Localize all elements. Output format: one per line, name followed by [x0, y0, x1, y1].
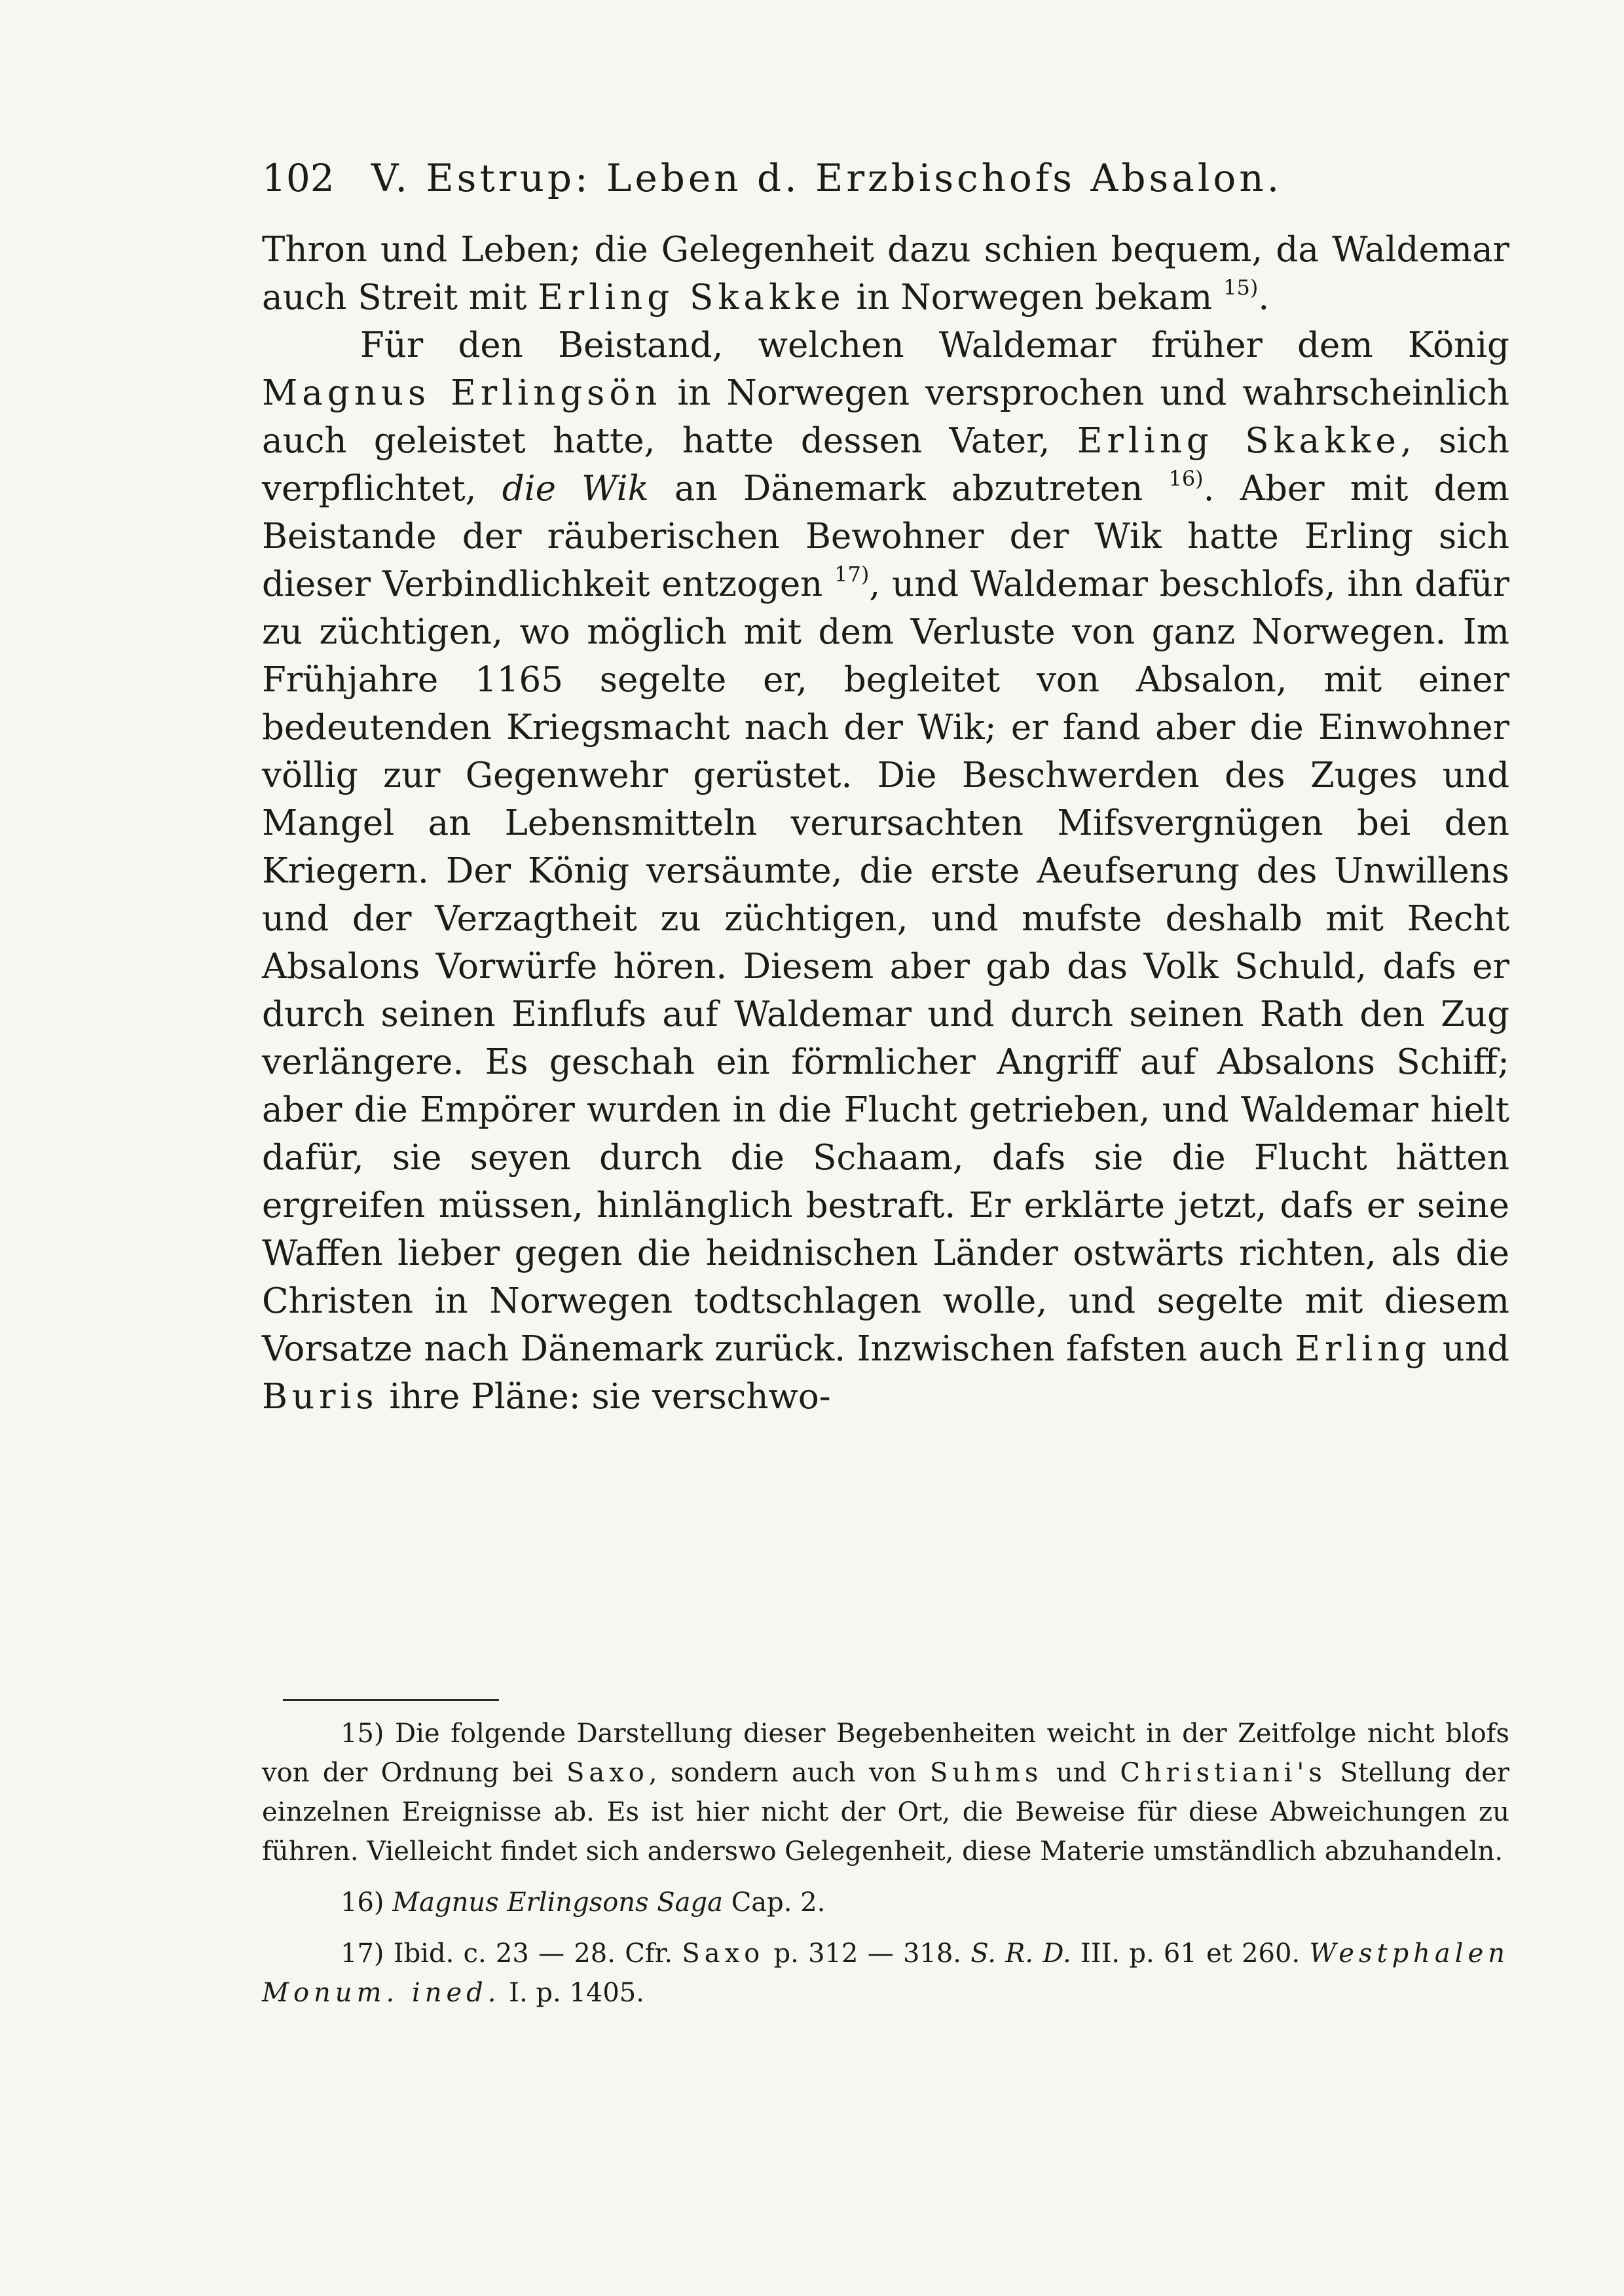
text-run: und: [1043, 1758, 1120, 1788]
spaced-name: Magnus Erlingsön: [262, 373, 662, 413]
running-header: [262, 152, 1506, 204]
spaced-name: Erling: [1295, 1329, 1431, 1369]
spaced-name: Christiani's: [1120, 1758, 1327, 1788]
footnote-ref-number: 15: [1223, 275, 1250, 300]
footnote-ref-17[interactable]: 17): [834, 562, 870, 587]
spaced-name: Suhms: [929, 1758, 1043, 1788]
footnote-ref-16[interactable]: 16): [1168, 466, 1204, 491]
text-run: Für den Beistand, welchen Waldemar früher dem König: [360, 325, 1509, 365]
running-title: V. Estrup: Leben d. Erzbischofs Absalon.: [371, 156, 1283, 200]
paragraph-2: [262, 321, 1509, 1421]
emphasis: Magnus Erlingsons Saga: [392, 1887, 723, 1918]
footnotes: [262, 1714, 1509, 2013]
footnote-ref-15[interactable]: 15): [1223, 275, 1259, 300]
text-run: p. 312 — 318.: [764, 1939, 971, 1969]
emphasis: S. R. D.: [970, 1939, 1071, 1969]
text-run: 15) Die folgende Darstellung dieser Begebenheiten weicht in der Zeitfolge nicht blofs von der Ordnung bei: [262, 1719, 1509, 1788]
footnote-ref-number: 17: [834, 562, 861, 587]
text-run: .: [1258, 278, 1270, 318]
text-run: an Dänemark abzutreten: [648, 469, 1143, 509]
text-run: . Aber mit dem Beistande der räuberischen Bewohner der Wik hatte Erling sich dieser Verbindlichkeit entzogen: [262, 469, 1509, 604]
spaced-name: Saxo: [566, 1758, 649, 1788]
text-run: III. p. 61 et 260.: [1071, 1939, 1310, 1969]
text-run: ihre Pläne: sie verschwo-: [378, 1377, 831, 1417]
text-run: in Norwegen bekam: [845, 278, 1213, 318]
text-run: Thron und Leben; die Gelegenheit dazu schien bequem, da Waldemar auch Streit mit: [262, 230, 1509, 318]
footnote-ref-number: 16: [1168, 466, 1196, 491]
footnote-16: [262, 1883, 1509, 1922]
page-number: 102: [262, 156, 335, 200]
text-run: 17) Ibid. c. 23 — 28. Cfr.: [341, 1939, 682, 1969]
text-run: und: [1431, 1329, 1509, 1369]
main-text: [262, 226, 1509, 1421]
text-run: I. p. 1405.: [500, 1978, 644, 2008]
text-run: , und Waldemar beschlofs, ihn dafür zu züchtigen, wo möglich mit dem Verluste von ganz Norwegen. Im Frühjahre 1165 segelte er, begleitet von Absalon, mit einer bedeutenden Kriegsmacht nach der Wik; er fand aber die Einwohner völlig zur Gegenwehr gerüstet. Die Beschwerden des Zuges und Mangel an Lebensmitteln verursachten Mifsvergnügen bei den Kriegern. Der König versäumte, die erste Aeufserung des Unwillens und der Verzagtheit zu züchtigen, und mufste deshalb mit Recht Absalons Vorwürfe hören. Diesem aber gab das Volk Schuld, dafs er durch seinen Einflufs auf Waldemar und durch seinen Rath den Zug verlängere. Es geschah ein förmlicher Angriff auf Absalons Schiff; aber die Empörer wurden in die Flucht getrieben, und Waldemar hielt dafür, sie seyen durch die Schaam, dafs sie die Flucht hätten ergreifen müssen, hinlänglich bestraft. Er erklärte jetzt, dafs er seine Waffen lieber gegen die heidnischen Länder ostwärts richten, als die Christen in Norwegen todtschlagen wolle, und segelte mit diesem Vorsatze nach Dänemark zurück. Inzwischen fafsten auch: [262, 564, 1509, 1369]
spaced-name: Saxo: [682, 1939, 765, 1969]
spaced-name: Erling Skakke: [1077, 421, 1401, 461]
spaced-name: Buris: [262, 1377, 378, 1417]
emphasis: Westphalen Monum. ined.: [262, 1939, 1510, 2008]
emphasis: die Wik: [502, 469, 649, 509]
text-run: Cap. 2.: [722, 1887, 826, 1918]
text-run: 16): [341, 1887, 393, 1918]
text-run: Stellung der einzelnen Ereignisse ab. Es ist hier nicht der Ort, die Beweise für diese Abweichungen zu führen. Vielleicht findet sich anderswo Gelegenheit, diese Materie umständlich abzuhandeln.: [262, 1758, 1510, 1867]
spaced-name: Erling Skakke: [538, 278, 845, 318]
footnote-17: [262, 1934, 1509, 2013]
paragraph-1: [262, 226, 1509, 321]
text-run: , sich verpflichtet,: [262, 421, 1509, 509]
footnote-15: [262, 1714, 1509, 1871]
footnote-separator-rule: [283, 1699, 499, 1701]
text-run: in Norwegen versprochen und wahrscheinlich auch geleistet hatte, hatte dessen Vater,: [262, 373, 1509, 461]
text-run: , sondern auch von: [648, 1758, 930, 1788]
